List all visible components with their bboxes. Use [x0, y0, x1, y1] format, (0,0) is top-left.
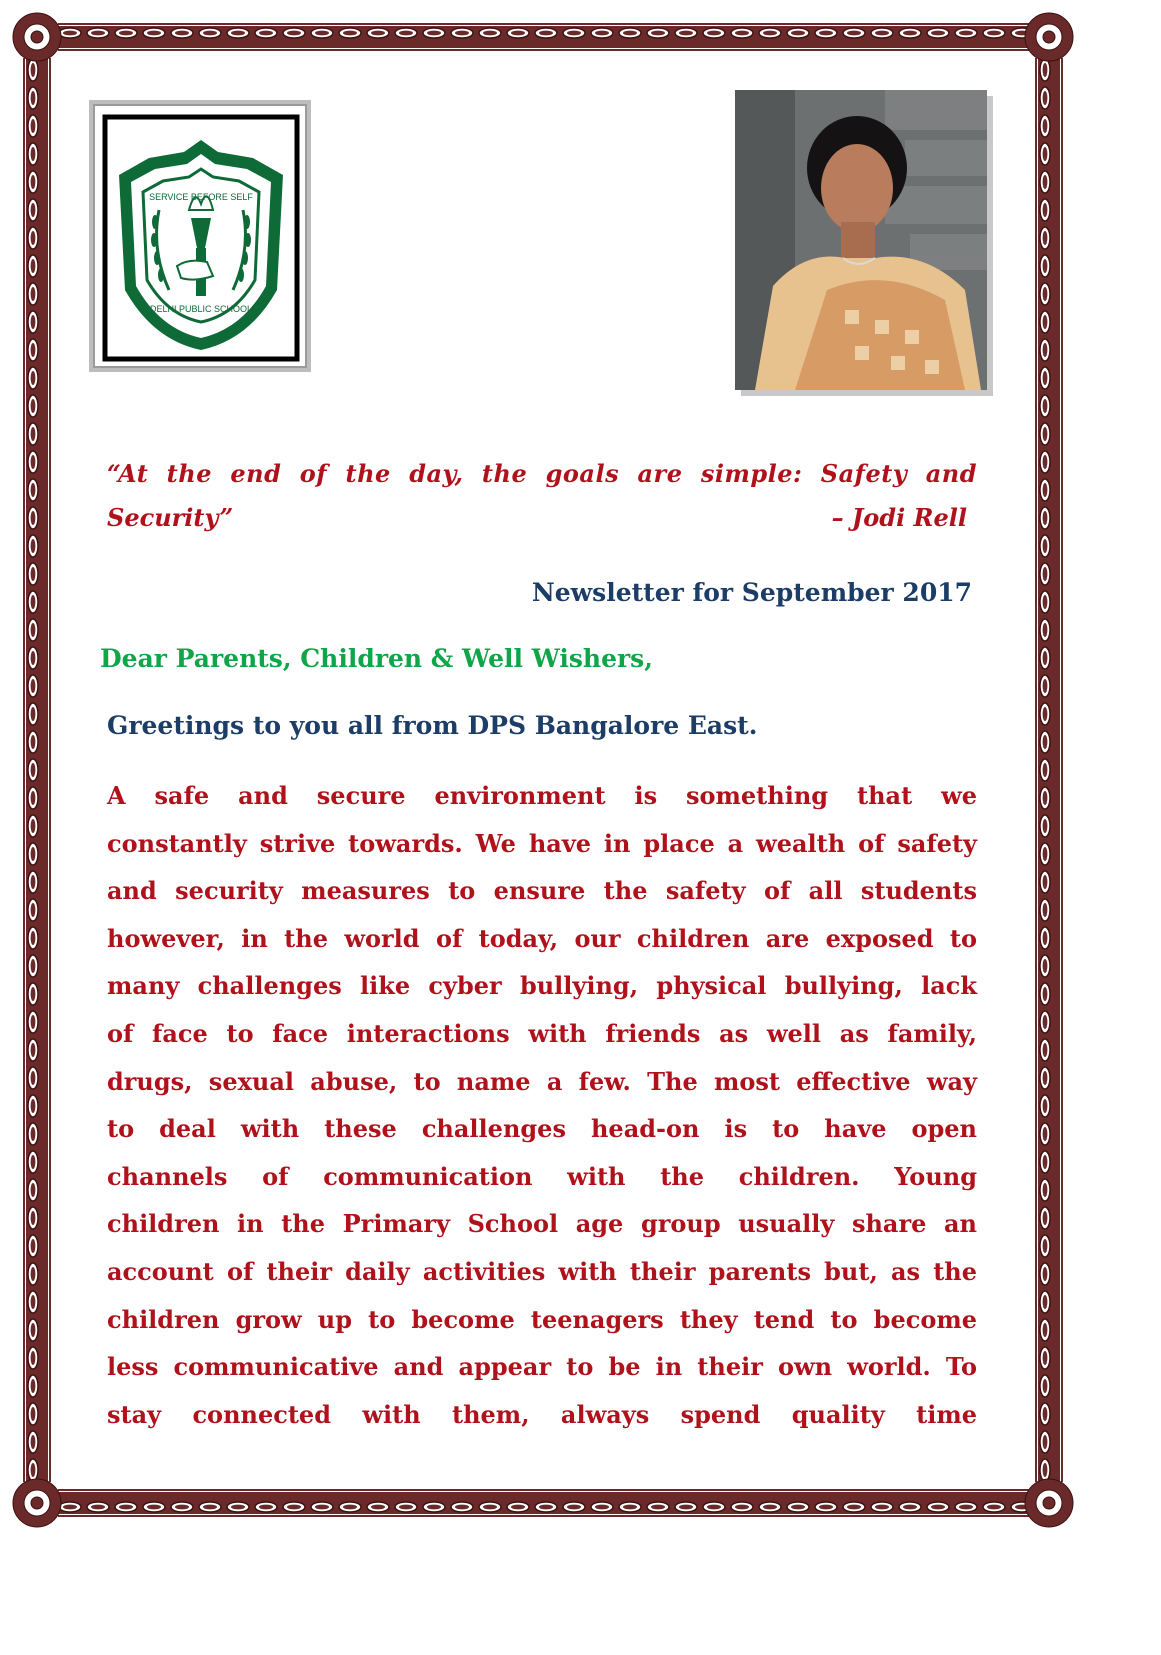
- body-paragraph: [107, 772, 977, 1438]
- opening-quote-line2: [107, 496, 967, 540]
- body-line: to deal with these challenges head-on is to have open: [107, 1114, 977, 1144]
- principal-photo: [735, 90, 993, 396]
- body-line: channels of communication with the children. Young: [107, 1161, 977, 1191]
- opening-quote: “At the end of the day, the goals are simple: Safety and: [107, 459, 977, 488]
- body-line: constantly strive towards. We have in place a wealth of safety: [107, 828, 977, 858]
- body-line: stay connected with them, always spend quality time: [107, 1399, 977, 1429]
- body-line: children in the Primary School age group usually share an: [107, 1209, 977, 1239]
- portrait-photo-icon: [735, 90, 993, 396]
- body-line: children grow up to become teenagers they tend to become: [107, 1304, 977, 1334]
- body-line: and security measures to ensure the safety of all students: [107, 876, 977, 906]
- crest-motto: SERVICE BEFORE SELF: [149, 192, 253, 202]
- body-line: many challenges like cyber bullying, physical bullying, lack: [107, 971, 977, 1001]
- greeting: Greetings to you all from DPS Bangalore East.: [107, 711, 758, 740]
- school-logo: [89, 100, 311, 372]
- body-line: account of their daily activities with their parents but, as the: [107, 1256, 977, 1286]
- body-line: A safe and secure environment is something that we: [107, 781, 977, 810]
- body-line: drugs, sexual abuse, to name a few. The most effective way: [107, 1066, 977, 1096]
- dps-crest-icon: [89, 100, 311, 372]
- crest-school-name: DELHI PUBLIC SCHOOL: [149, 304, 253, 314]
- body-line: less communicative and appear to be in their own world. To: [107, 1352, 977, 1382]
- newsletter-title: Newsletter for September 2017: [531, 578, 972, 607]
- salutation: Dear Parents, Children & Well Wishers,: [100, 644, 653, 673]
- quote-end: Security”: [107, 503, 234, 532]
- body-line: however, in the world of today, our children are exposed to: [107, 923, 977, 953]
- body-line: of face to face interactions with friends as well as family,: [107, 1018, 977, 1048]
- quote-attribution: – Jodi Rell: [831, 503, 967, 532]
